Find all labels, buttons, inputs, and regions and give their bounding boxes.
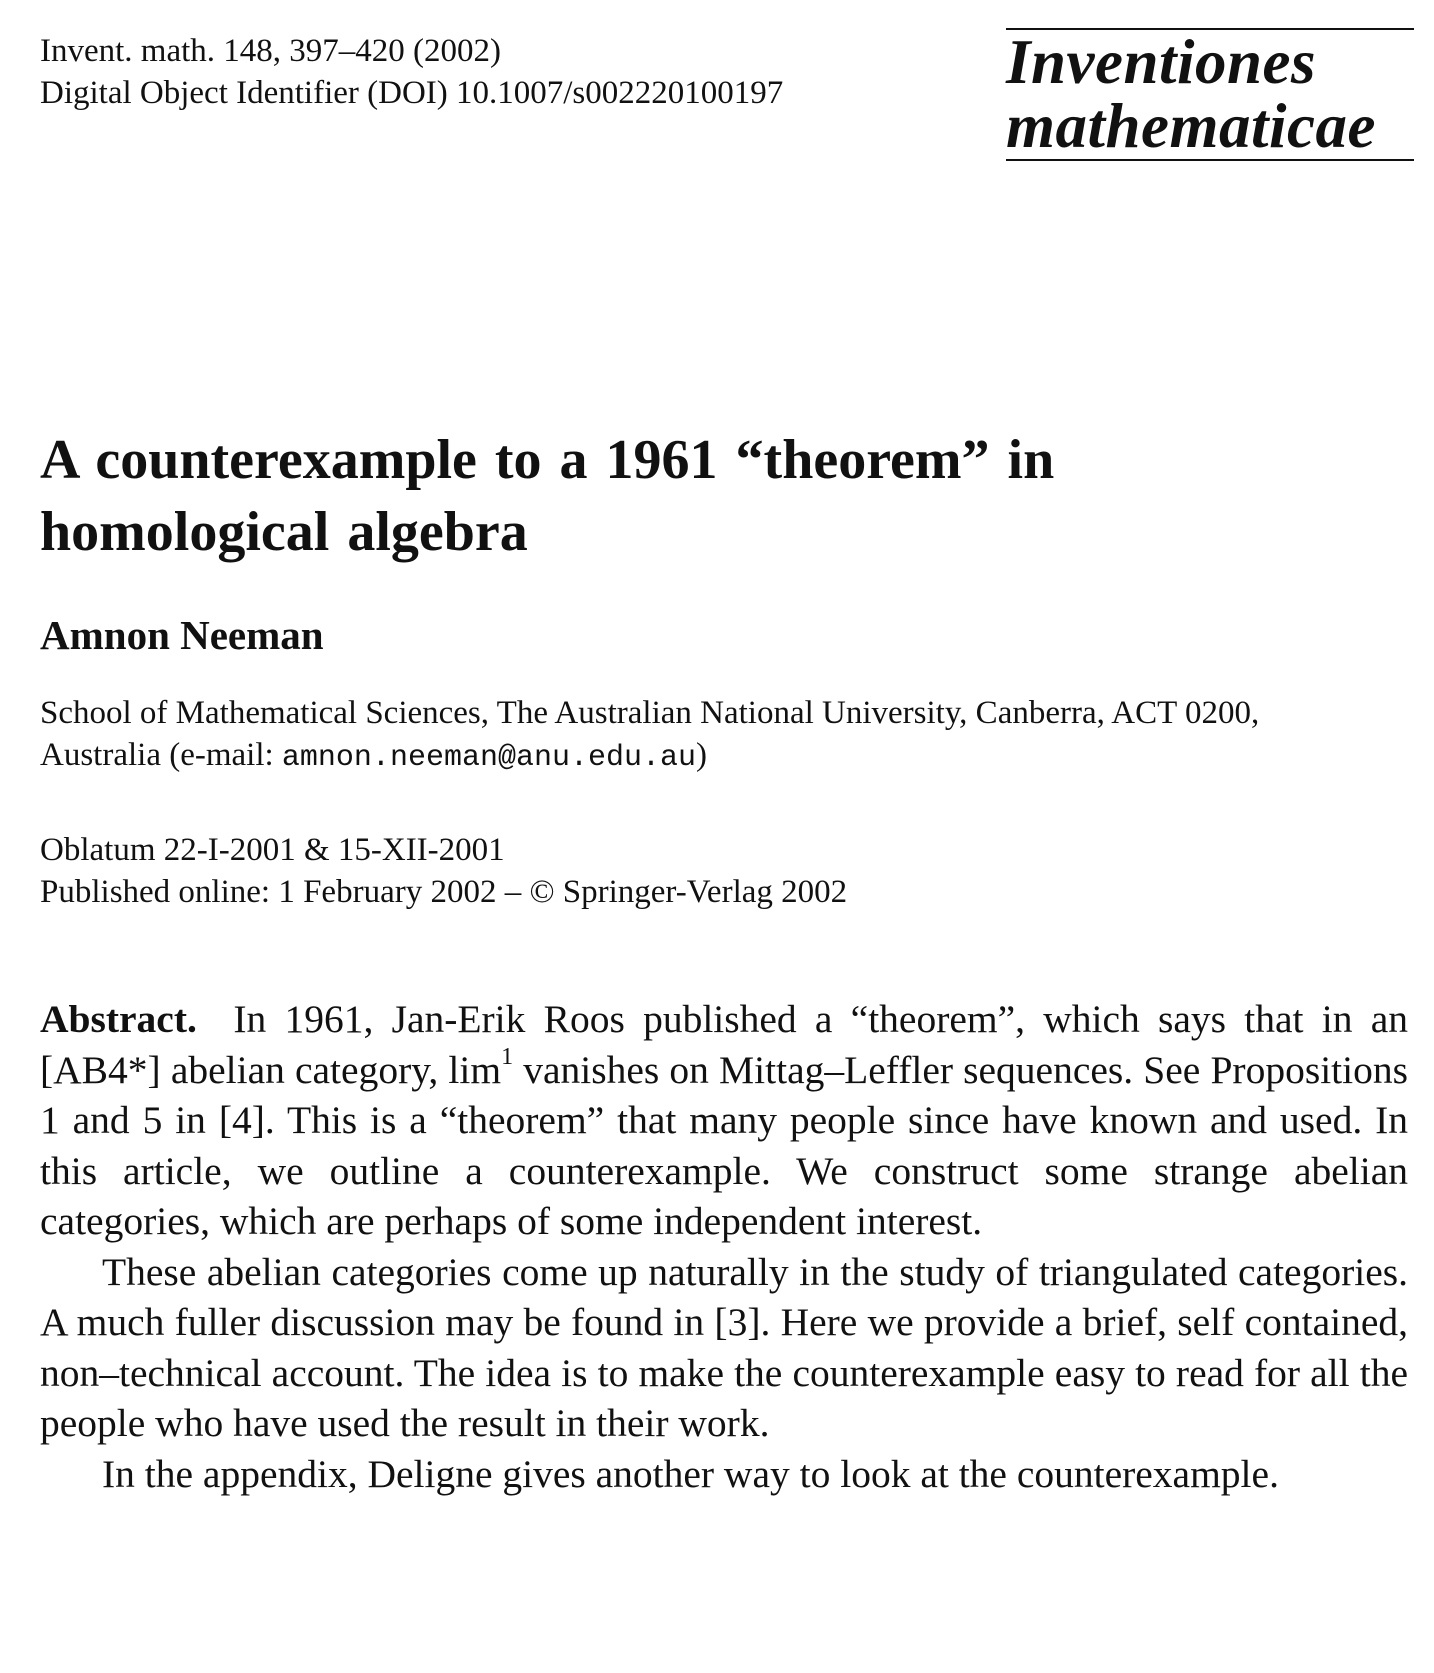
- journal-logo: [1006, 24, 1414, 164]
- publication-dates: [40, 829, 847, 913]
- abstract-label: Abstract.: [40, 997, 197, 1041]
- oblatum-date: Oblatum 22-I-2001 & 15-XII-2001: [40, 832, 505, 868]
- affiliation-close-paren: ): [696, 737, 707, 773]
- lim-superscript: 1: [501, 1044, 514, 1071]
- journal-name-line1: Inventiones: [1006, 27, 1317, 97]
- journal-name-line2: mathematicae: [1006, 91, 1376, 161]
- published-online-date: Published online: 1 February 2002 – © Springer-Verlag 2002: [40, 874, 848, 910]
- paper-title: A counterexample to a 1961 “theorem” in homological algebra: [40, 429, 1055, 563]
- abstract-paragraph-3: In the appendix, Deligne gives another way to look at the counterexample.: [102, 1451, 1279, 1496]
- affiliation-line2: [40, 734, 1415, 779]
- affiliation-country: Australia (e-mail:: [40, 737, 282, 773]
- citation-doi-line: Digital Object Identifier (DOI) 10.1007/s002220100197: [40, 75, 784, 111]
- affiliation-line1: School of Mathematical Sciences, The Australian National University, Canberra, ACT 0200,: [40, 695, 1260, 731]
- abstract-section: [40, 994, 1408, 1499]
- journal-logo-text: [1006, 27, 1414, 161]
- logo-bottom-rule: [1006, 159, 1414, 161]
- abstract-paragraph-2: These abelian categories come up naturally in the study of triangulated categories. A much fuller discussion may be found in [3]. Here we provide a brief, self contained, non–technical account. The idea is to make the counterexample easy to read for all the people who have used the result in their work.: [40, 1249, 1408, 1445]
- abstract-p1-text-a: In 1961, Jan-Erik Roos published a “theorem”, which says that in an [AB4*] abelian category, lim: [40, 997, 1408, 1092]
- author-name: Amnon Neeman: [40, 612, 324, 658]
- author-email[interactable]: amnon.neeman@anu.edu.au: [281, 741, 696, 775]
- abstract-paragraph-1: [40, 994, 1408, 1247]
- abstract-p1-text-b: vanishes on Mittag–Leffler sequences. See Propositions 1 and 5 in [4]. This is a “theorem” that many people since have known and used. In this article, we outline a counterexample. We construct some strange abelian categories, which are perhaps of some independent interest.: [40, 1047, 1408, 1243]
- citation-journal-line: Invent. math. 148, 397–420 (2002): [40, 33, 502, 69]
- citation-block: [40, 30, 783, 114]
- author-affiliation: [40, 692, 1415, 779]
